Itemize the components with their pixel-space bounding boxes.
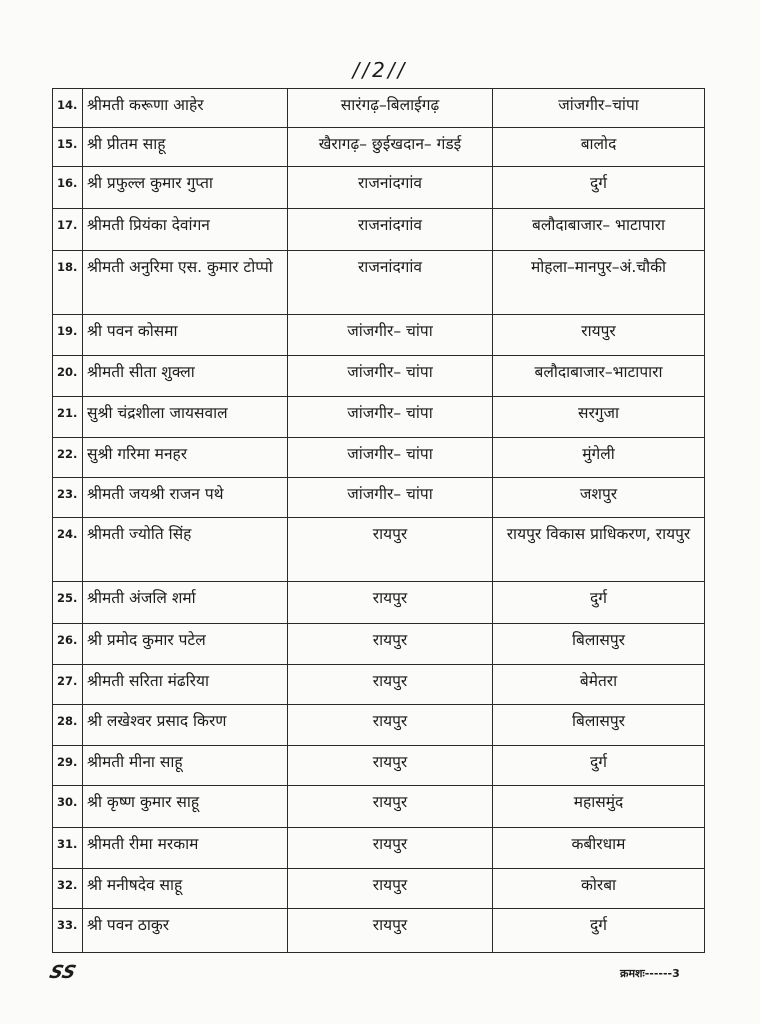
officer-name: श्रीमती प्रियंका देवांगन	[83, 209, 288, 251]
officer-name: श्रीमती रीमा मरकाम	[83, 828, 288, 869]
from-district: रायपुर	[288, 582, 493, 624]
from-district: जांजगीर– चांपा	[288, 438, 493, 478]
table-row	[53, 478, 705, 518]
serial-number: 17.	[53, 209, 83, 251]
serial-number: 15.	[53, 128, 83, 167]
serial-number: 29.	[53, 746, 83, 786]
to-district: दुर्ग	[493, 167, 705, 209]
table-row	[53, 356, 705, 397]
serial-number: 14.	[53, 89, 83, 128]
from-district: रायपुर	[288, 786, 493, 828]
officer-name: श्री प्रमोद कुमार पटेल	[83, 624, 288, 665]
serial-number: 32.	[53, 869, 83, 909]
table-row	[53, 786, 705, 828]
to-district: बलौदाबाजार– भाटापारा	[493, 209, 705, 251]
officer-name: सुश्री गरिमा मनहर	[83, 438, 288, 478]
table-row	[53, 397, 705, 438]
to-district: मोहला–मानपुर–अं.चौकी	[493, 251, 705, 315]
from-district: राजनांदगांव	[288, 167, 493, 209]
to-district: दुर्ग	[493, 746, 705, 786]
to-district: बालोद	[493, 128, 705, 167]
to-district: जशपुर	[493, 478, 705, 518]
serial-number: 25.	[53, 582, 83, 624]
officer-name: श्री लखेश्वर प्रसाद किरण	[83, 705, 288, 746]
table-row	[53, 167, 705, 209]
to-district: कबीरधाम	[493, 828, 705, 869]
from-district: रायपुर	[288, 705, 493, 746]
officer-name: श्रीमती जयश्री राजन पथे	[83, 478, 288, 518]
officer-name: श्री प्रफुल्ल कुमार गुप्ता	[83, 167, 288, 209]
to-district: दुर्ग	[493, 909, 705, 953]
officer-name: श्री प्रीतम साहू	[83, 128, 288, 167]
serial-number: 26.	[53, 624, 83, 665]
from-district: रायपुर	[288, 665, 493, 705]
table-row	[53, 438, 705, 478]
table-row	[53, 209, 705, 251]
from-district: जांजगीर– चांपा	[288, 478, 493, 518]
officer-name: श्री पवन ठाकुर	[83, 909, 288, 953]
to-district: कोरबा	[493, 869, 705, 909]
table-row	[53, 128, 705, 167]
table-row	[53, 251, 705, 315]
from-district: राजनांदगांव	[288, 209, 493, 251]
to-district: सरगुजा	[493, 397, 705, 438]
from-district: सारंगढ़–बिलाईगढ़	[288, 89, 493, 128]
serial-number: 22.	[53, 438, 83, 478]
signature-initials: SS	[47, 962, 79, 983]
from-district: राजनांदगांव	[288, 251, 493, 315]
from-district: रायपुर	[288, 746, 493, 786]
officer-name: श्रीमती अनुरिमा एस. कुमार टोप्पो	[83, 251, 288, 315]
to-district: रायपुर विकास प्राधिकरण, रायपुर	[493, 518, 705, 582]
officer-name: श्रीमती अंजलि शर्मा	[83, 582, 288, 624]
table-row	[53, 746, 705, 786]
to-district: बेमेतरा	[493, 665, 705, 705]
table-row	[53, 624, 705, 665]
serial-number: 30.	[53, 786, 83, 828]
serial-number: 28.	[53, 705, 83, 746]
table-row	[53, 89, 705, 128]
serial-number: 24.	[53, 518, 83, 582]
serial-number: 27.	[53, 665, 83, 705]
from-district: रायपुर	[288, 828, 493, 869]
continued-marker: क्रमशः------3	[620, 967, 680, 980]
from-district: रायपुर	[288, 869, 493, 909]
transfer-table	[52, 88, 705, 953]
serial-number: 20.	[53, 356, 83, 397]
serial-number: 16.	[53, 167, 83, 209]
from-district: रायपुर	[288, 624, 493, 665]
table-row	[53, 582, 705, 624]
officer-name: श्रीमती करूणा आहेर	[83, 89, 288, 128]
officer-name: सुश्री चंद्रशीला जायसवाल	[83, 397, 288, 438]
to-district: महासमुंद	[493, 786, 705, 828]
serial-number: 31.	[53, 828, 83, 869]
serial-number: 19.	[53, 315, 83, 356]
officer-name: श्रीमती सरिता मंढरिया	[83, 665, 288, 705]
from-district: रायपुर	[288, 518, 493, 582]
from-district: खैरागढ़– छुईखदान– गंडई	[288, 128, 493, 167]
officer-name: श्री पवन कोसमा	[83, 315, 288, 356]
from-district: जांजगीर– चांपा	[288, 315, 493, 356]
officer-name: श्रीमती ज्योति सिंह	[83, 518, 288, 582]
officer-name: श्रीमती मीना साहू	[83, 746, 288, 786]
to-district: दुर्ग	[493, 582, 705, 624]
serial-number: 18.	[53, 251, 83, 315]
officer-name: श्री मनीषदेव साहू	[83, 869, 288, 909]
serial-number: 33.	[53, 909, 83, 953]
from-district: रायपुर	[288, 909, 493, 953]
officer-name: श्री कृष्ण कुमार साहू	[83, 786, 288, 828]
officer-name: श्रीमती सीता शुक्ला	[83, 356, 288, 397]
table-row	[53, 828, 705, 869]
page-number: //2//	[352, 58, 408, 82]
to-district: जांजगीर–चांपा	[493, 89, 705, 128]
serial-number: 23.	[53, 478, 83, 518]
serial-number: 21.	[53, 397, 83, 438]
table-row	[53, 705, 705, 746]
to-district: बलौदाबाजार–भाटापारा	[493, 356, 705, 397]
to-district: मुंगेली	[493, 438, 705, 478]
to-district: बिलासपुर	[493, 624, 705, 665]
to-district: रायपुर	[493, 315, 705, 356]
from-district: जांजगीर– चांपा	[288, 397, 493, 438]
table-row	[53, 909, 705, 953]
table-row	[53, 869, 705, 909]
table-row	[53, 518, 705, 582]
table-row	[53, 315, 705, 356]
table-row	[53, 665, 705, 705]
from-district: जांजगीर– चांपा	[288, 356, 493, 397]
to-district: बिलासपुर	[493, 705, 705, 746]
